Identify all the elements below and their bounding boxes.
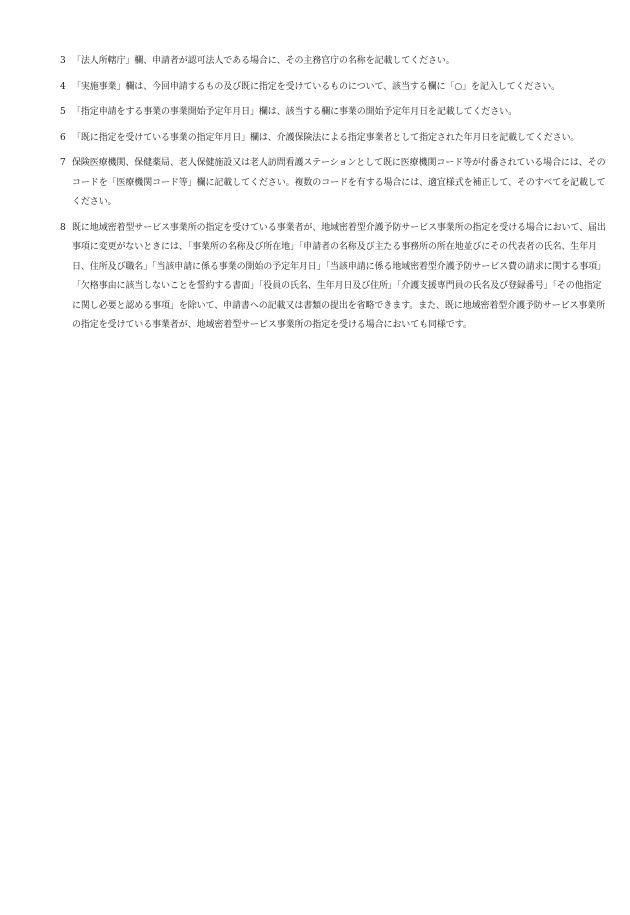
note-item-4	[60, 78, 608, 98]
note-number: 6	[60, 132, 66, 143]
note-number: 7	[60, 158, 66, 168]
note-number: 8	[60, 222, 66, 233]
note-text: 既に地域密着型サービス事業所の指定を受けている事業者が、地域密着型介護予防サービス事業所の指定を受ける場合において、届出事項に変更がないときには、「事業所の名称及び所在地」「申請者の名称及び主たる事務所の所在地並びにその代表者の氏名、生年月日、住所及び職名」「当該申請に係る事業の開始の予定年月日」「当該申請に係る地域密着型介護予防サービス費の請求に関する事項」「欠格事由に該当しないことを誓約する書面」「役員の氏名、生年月日及び住所」「介護支援専門員の氏名及び登録番号」「その他指定に関し必要と認める事項」を除いて、申請書への記載又は書類の提出を省略できます。また、既に地域密着型介護予防サービス事業所の指定を受けている事業者が、地域密着型サービス事業所の指定を受ける場合においても同様です。	[72, 222, 606, 330]
note-item-3	[60, 52, 608, 72]
note-item-5	[60, 103, 608, 123]
note-number: 5	[60, 107, 66, 117]
note-item-7	[60, 154, 608, 213]
note-text: 「既に指定を受けている事業の指定年月日」欄は、介護保険法による指定事業者として指定された年月日を記載してください。	[72, 132, 580, 143]
note-text: 保険医療機関、保健薬局、老人保健施設又は老人訪問看護ステーションとして既に医療機関コード等が付番されている場合には、そのコードを「医療機関コード等」欄に記載してください。複数のコードを有する場合には、適宜様式を補正して、そのすべてを記載してください。	[72, 158, 606, 207]
note-number: 4	[60, 81, 66, 92]
notes-list	[60, 52, 608, 336]
note-number: 3	[60, 56, 66, 66]
note-text: 「法人所轄庁」欄、申請者が認可法人である場合に、その主務官庁の名称を記載してください。	[72, 56, 455, 66]
note-item-6	[60, 129, 608, 149]
note-text: 「指定申請をする事業の事業開始予定年月日」欄は、該当する欄に事業の開始予定年月日を記載してください。	[72, 107, 518, 117]
note-item-8	[60, 219, 608, 336]
note-text: 「実施事業」欄は、今回申請するもの及び既に指定を受けているものについて、該当する欄に「○」を記入してください。	[72, 81, 560, 92]
